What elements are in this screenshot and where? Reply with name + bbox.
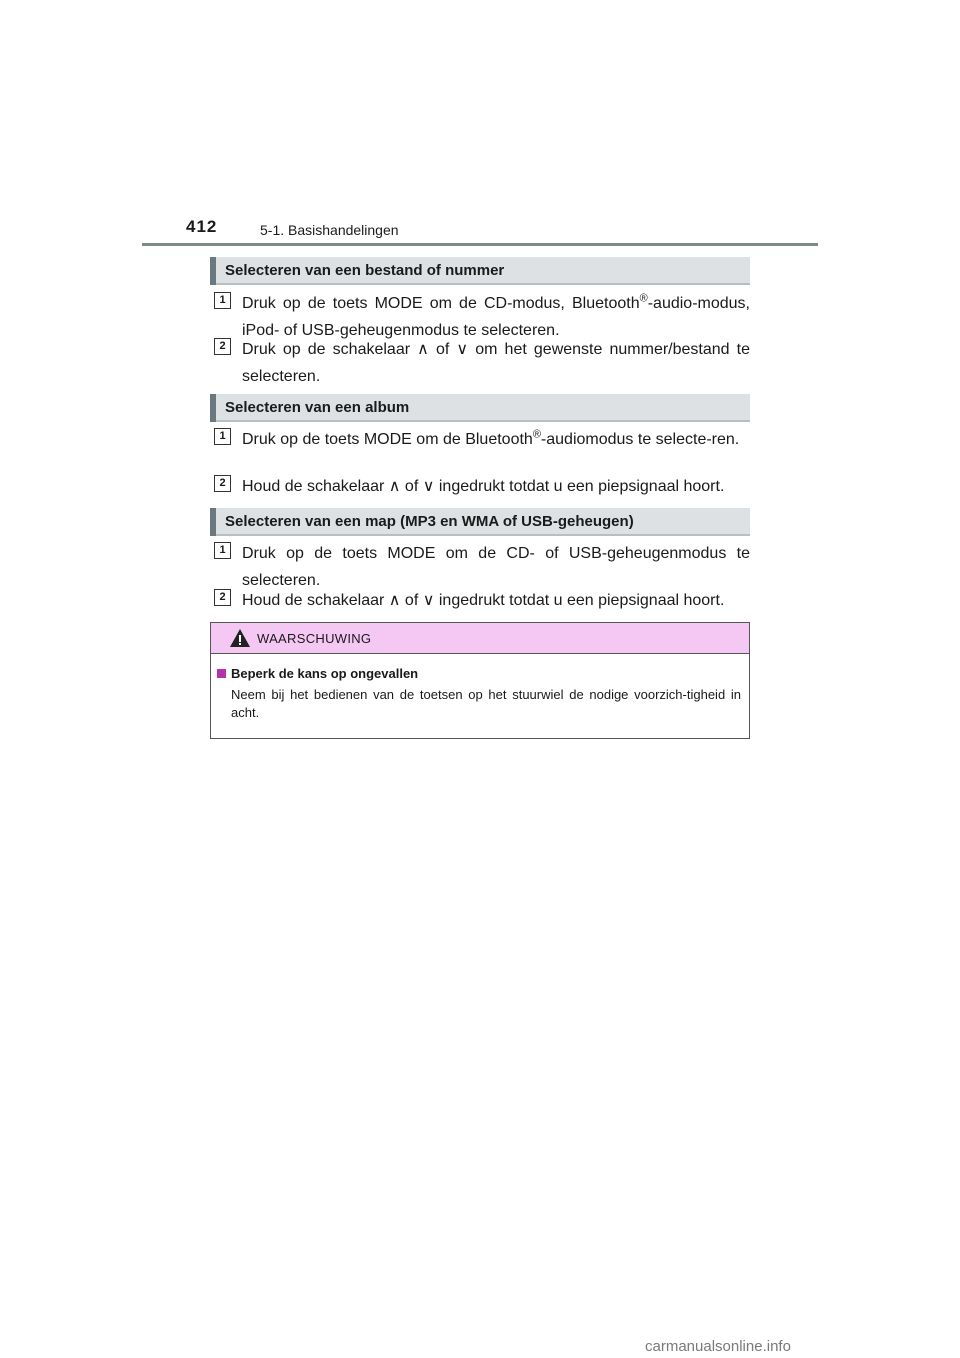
chapter-title: 5-1. Basishandelingen bbox=[260, 222, 399, 238]
step-text: Houd de schakelaar ∧ of ∨ ingedrukt totdat u een piepsignaal hoort. bbox=[242, 478, 725, 495]
step-text: Druk op de toets MODE om de CD-modus, Bluetooth®-audio-modus, iPod- of USB-geheugenmodus te selecteren. bbox=[242, 292, 750, 339]
step-number: 1 bbox=[214, 542, 231, 559]
step-number: 2 bbox=[214, 589, 231, 606]
warning-header bbox=[211, 623, 749, 654]
section-title: Selecteren van een bestand of nummer bbox=[225, 262, 505, 279]
warning-item-title: Beperk de kans op ongevallen bbox=[231, 666, 419, 681]
bullet-square bbox=[217, 669, 226, 678]
section-title: Selecteren van een album bbox=[225, 399, 410, 416]
step-text: Druk op de schakelaar ∧ of ∨ om het gewenste nummer/bestand te selecteren. bbox=[242, 341, 750, 385]
warning-label: WAARSCHUWING bbox=[257, 631, 372, 646]
header-rule bbox=[142, 243, 818, 246]
step-text: Druk op de toets MODE om de Bluetooth®-audiomodus te selecte-ren. bbox=[242, 428, 740, 448]
section-heading bbox=[210, 508, 750, 536]
section-heading bbox=[210, 394, 750, 422]
warning-triangle-icon bbox=[229, 628, 251, 648]
watermark: carmanualsonline.info bbox=[645, 1338, 791, 1355]
section-heading bbox=[210, 257, 750, 285]
step-number: 2 bbox=[214, 475, 231, 492]
step-number: 1 bbox=[214, 428, 231, 445]
section-title: Selecteren van een map (MP3 en WMA of USB-geheugen) bbox=[225, 513, 634, 530]
step-number: 2 bbox=[214, 338, 231, 355]
step-text: Druk op de toets MODE om de CD- of USB-geheugenmodus te selecteren. bbox=[242, 545, 750, 589]
page-number: 412 bbox=[186, 217, 218, 236]
warning-item-text: Neem bij het bedienen van de toetsen op het stuurwiel de nodige voorzich-tigheid in acht. bbox=[231, 687, 741, 720]
step-number: 1 bbox=[214, 292, 231, 309]
step-text: Houd de schakelaar ∧ of ∨ ingedrukt totdat u een piepsignaal hoort. bbox=[242, 592, 725, 609]
warning-box bbox=[210, 622, 750, 739]
